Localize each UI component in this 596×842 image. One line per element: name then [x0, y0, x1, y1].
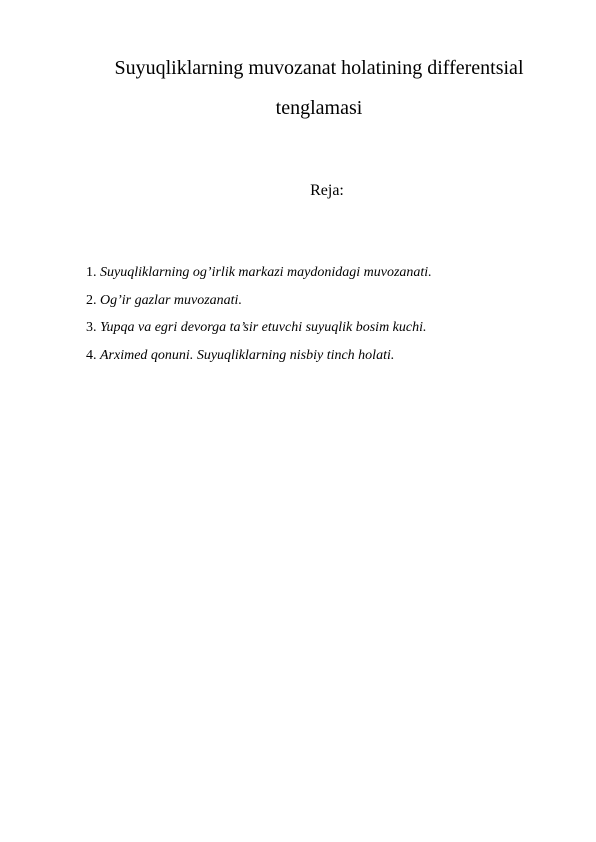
plan-item [86, 342, 432, 370]
plan-item-text: Arximed qonuni. Suyuqliklarning nisbiy tinch holati. [100, 347, 395, 363]
plan-item [86, 314, 432, 342]
plan-list [86, 259, 432, 369]
plan-item-number: 4. [86, 347, 97, 363]
document-title-line-1: Suyuqliklarning muvozanat holatining differentsial [114, 57, 524, 79]
plan-item-number: 1. [86, 265, 97, 280]
plan-item [86, 259, 432, 287]
plan-item-number: 3. [86, 320, 97, 335]
document-title-line-2: tenglamasi [275, 97, 363, 119]
plan-heading: Reja: [310, 182, 344, 199]
plan-item-text: Og’ir gazlar muvozanati. [100, 292, 242, 308]
plan-item-text: Yupqa va egri devorga ta’sir etuvchi suyuqlik bosim kuchi. [100, 320, 427, 335]
plan-item [86, 287, 432, 315]
plan-item-text: Suyuqliklarning og’irlik markazi maydonidagi muvozanati. [100, 265, 432, 280]
plan-item-number: 2. [86, 292, 97, 308]
